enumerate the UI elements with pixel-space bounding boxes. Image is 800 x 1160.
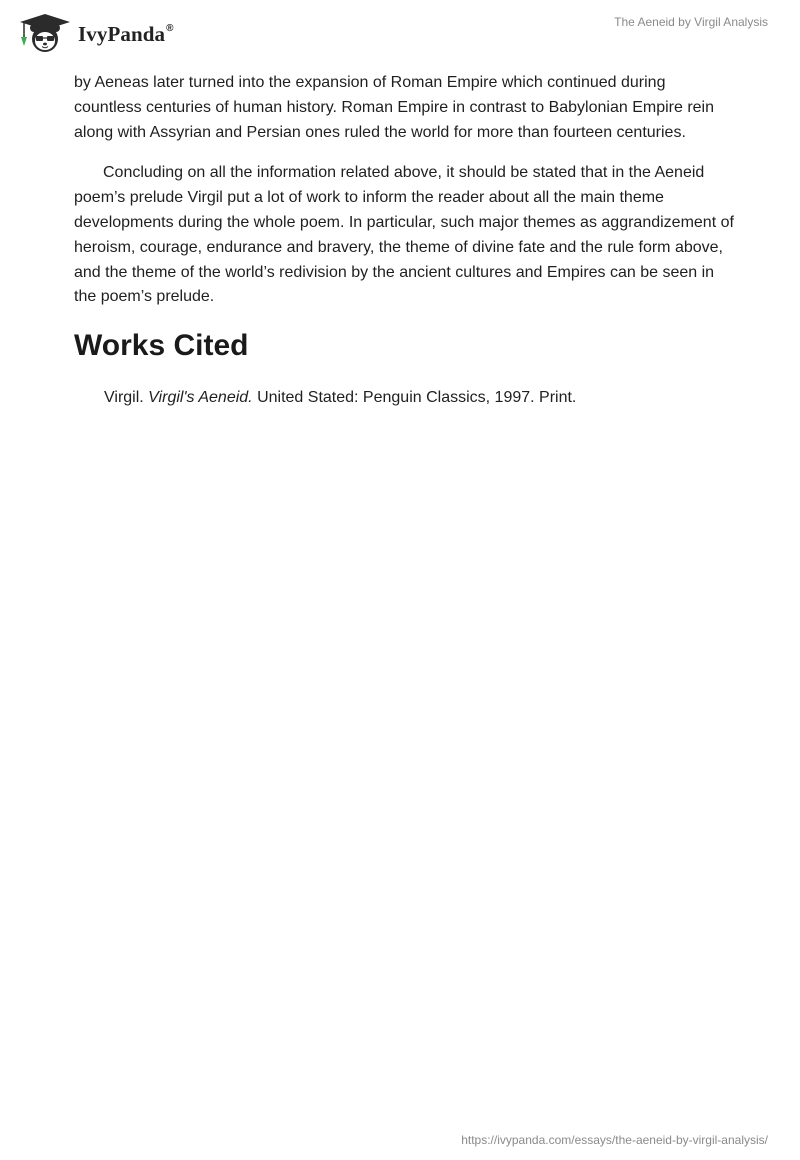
source-url-link[interactable]: https://ivypanda.com/essays/the-aeneid-by-virgil-analysis/ [461, 1133, 768, 1147]
document-title: The Aeneid by Virgil Analysis [614, 15, 768, 29]
panda-logo-icon [16, 13, 74, 53]
registered-mark: ® [166, 22, 174, 34]
works-cited-heading: Works Cited [74, 329, 249, 363]
citation-publication: United Stated: Penguin Classics, 1997. Print. [257, 389, 577, 407]
page-header [0, 0, 800, 64]
ivypanda-logo[interactable] [16, 8, 174, 58]
body-paragraph: by Aeneas later turned into the expansion of Roman Empire which continued during countless centuries of human history. Roman Empire in contrast to Babylonian Empire rein along with Assyrian and Persian ones ruled the world for more than fourteen centuries. [74, 74, 715, 141]
essay-content [74, 71, 734, 427]
body-paragraph: Concluding on all the information related above, it should be stated that in the Aeneid poem’s prelude Virgil put a lot of work to inform the reader about all the main theme developments during the whole poem. In particular, such major themes as aggrandizement of heroism, courage, endurance and bravery, the theme of divine fate and the rule form above, and the theme of the world’s redivision by the ancient cultures and Empires can be seen in the poem’s prelude. [74, 164, 734, 306]
citation-title: Virgil's Aeneid. [148, 389, 253, 407]
citation-author: Virgil. [104, 389, 144, 407]
citation-entry [74, 386, 734, 411]
brand-name: IvyPanda® [78, 21, 174, 46]
